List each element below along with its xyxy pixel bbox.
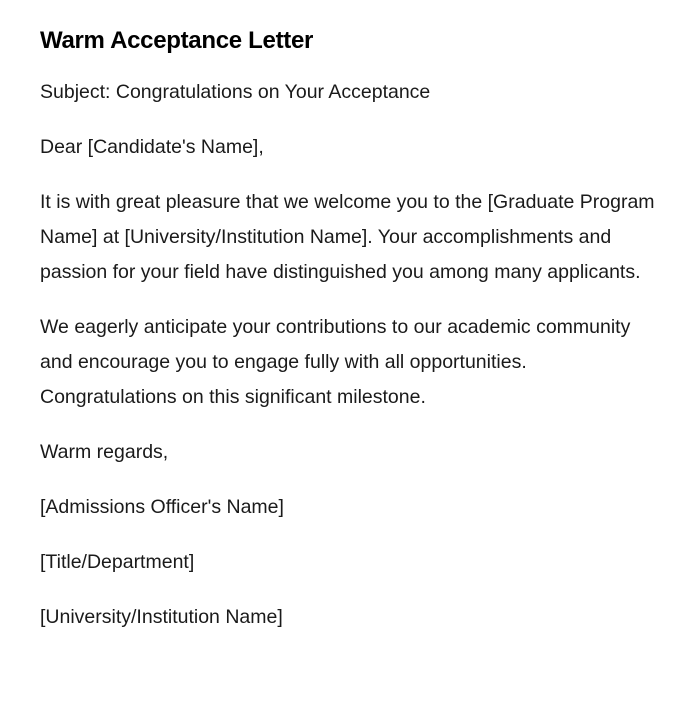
- closing: Warm regards,: [40, 441, 169, 463]
- document-title: Warm Acceptance Letter: [40, 27, 314, 54]
- signature-institution: [University/Institution Name]: [40, 606, 283, 628]
- signature-name: [Admissions Officer's Name]: [40, 496, 284, 518]
- body-paragraph-2: We eagerly anticipate your contributions to our academic community and encourage you to engage fully with all opportunities. Congratulations on this significant milestone.: [40, 316, 631, 408]
- subject-line: Subject: Congratulations on Your Acceptance: [40, 81, 431, 103]
- body-paragraph-1: It is with great pleasure that we welcome you to the [Graduate Program Name] at [University/Institution Name]. Your accomplishments and passion for your field have distinguished you among many applicants.: [40, 191, 655, 283]
- signature-title: [Title/Department]: [40, 551, 195, 573]
- salutation: Dear [Candidate's Name],: [40, 136, 264, 158]
